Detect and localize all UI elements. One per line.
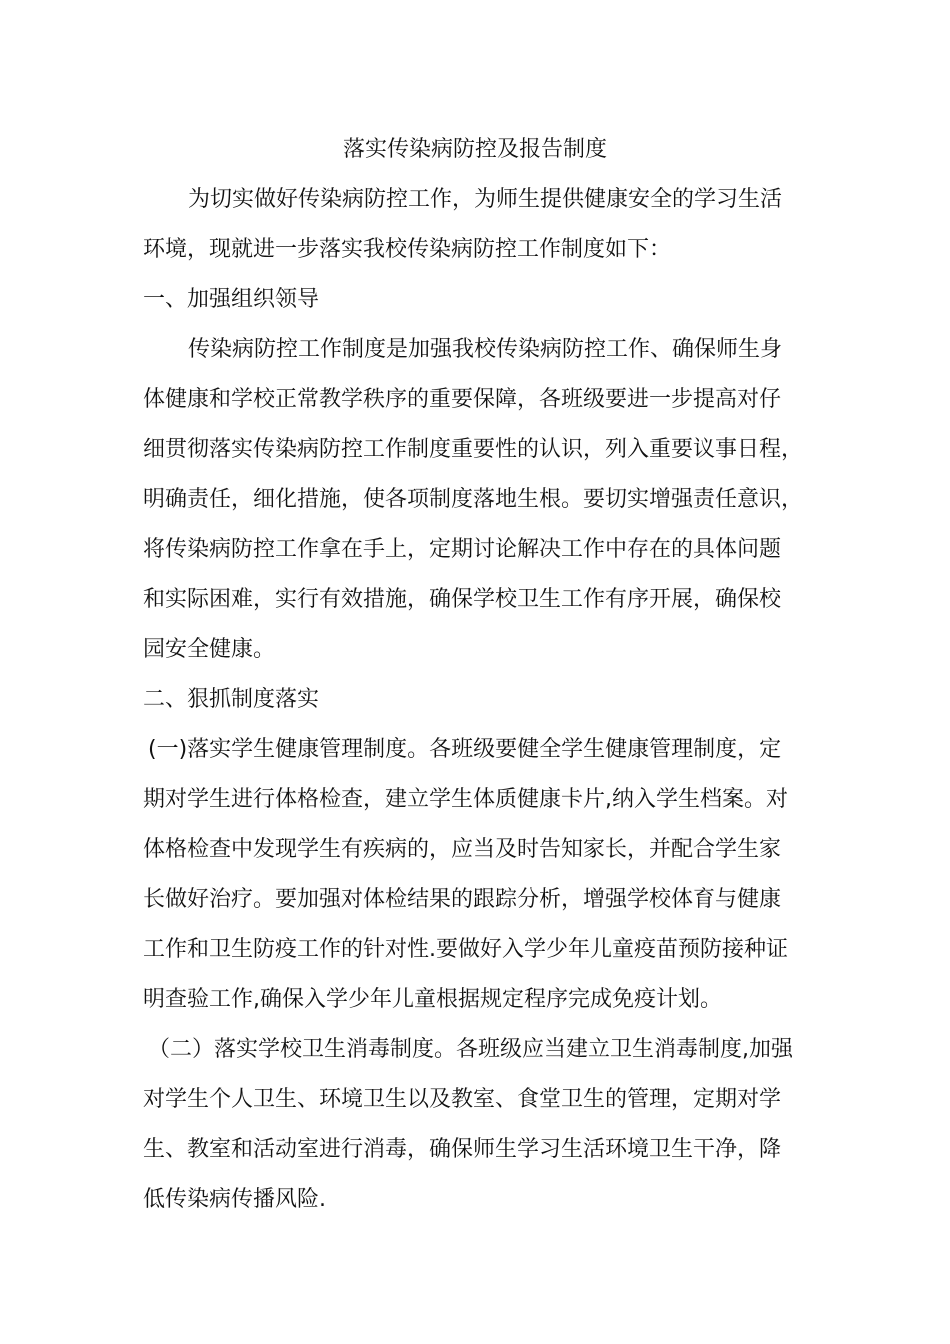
paragraph-line: 工作和卫生防疫工作的针对性.要做好入学少年儿童疫苗预防接种证 — [143, 937, 788, 962]
subsection-line: (一)落实学生健康管理制度。各班级要健全学生健康管理制度，定 — [148, 737, 782, 762]
paragraph-line: 细贯彻落实传染病防控工作制度重要性的认识，列入重要议事日程， — [143, 437, 804, 462]
section-heading: 一、加强组织领导 — [143, 287, 320, 312]
subsection-line: （二）落实学校卫生消毒制度。各班级应当建立卫生消毒制度,加强 — [148, 1037, 793, 1062]
paragraph-line: 体健康和学校正常教学秩序的重要保障，各班级要进一步提高对仔 — [143, 387, 782, 412]
section-heading: 二、狠抓制度落实 — [143, 687, 320, 712]
paragraph-line: 环境，现就进一步落实我校传染病防控工作制度如下： — [143, 237, 672, 262]
paragraph-line: 传染病防控工作制度是加强我校传染病防控工作、确保师生身 — [188, 337, 783, 362]
paragraph-line: 和实际困难，实行有效措施，确保学校卫生工作有序开展，确保校 — [143, 587, 782, 612]
paragraph-line: 明查验工作,确保入学少年儿童根据规定程序完成免疫计划。 — [143, 987, 722, 1012]
paragraph-line: 园安全健康。 — [143, 637, 276, 662]
paragraph-line: 长做好治疗。要加强对体检结果的跟踪分析，增强学校体育与健康 — [143, 887, 782, 912]
paragraph-line: 将传染病防控工作拿在手上，定期讨论解决工作中存在的具体问题 — [143, 537, 782, 562]
paragraph-line: 低传染病传播风险. — [143, 1187, 326, 1212]
paragraph-line: 为切实做好传染病防控工作，为师生提供健康安全的学习生活 — [188, 187, 783, 212]
paragraph-line: 明确责任，细化措施，使各项制度落地生根。要切实增强责任意识， — [143, 487, 804, 512]
paragraph-line: 生、教室和活动室进行消毒，确保师生学习生活环境卫生干净，降 — [143, 1137, 782, 1162]
paragraph-line: 对学生个人卫生、环境卫生以及教室、食堂卫生的管理，定期对学 — [143, 1087, 782, 1112]
document-title: 落实传染病防控及报告制度 — [342, 137, 607, 162]
paragraph-line: 期对学生进行体格检查，建立学生体质健康卡片,纳入学生档案。对 — [143, 787, 788, 812]
paragraph-line: 体格检查中发现学生有疾病的，应当及时告知家长，并配合学生家 — [143, 837, 782, 862]
